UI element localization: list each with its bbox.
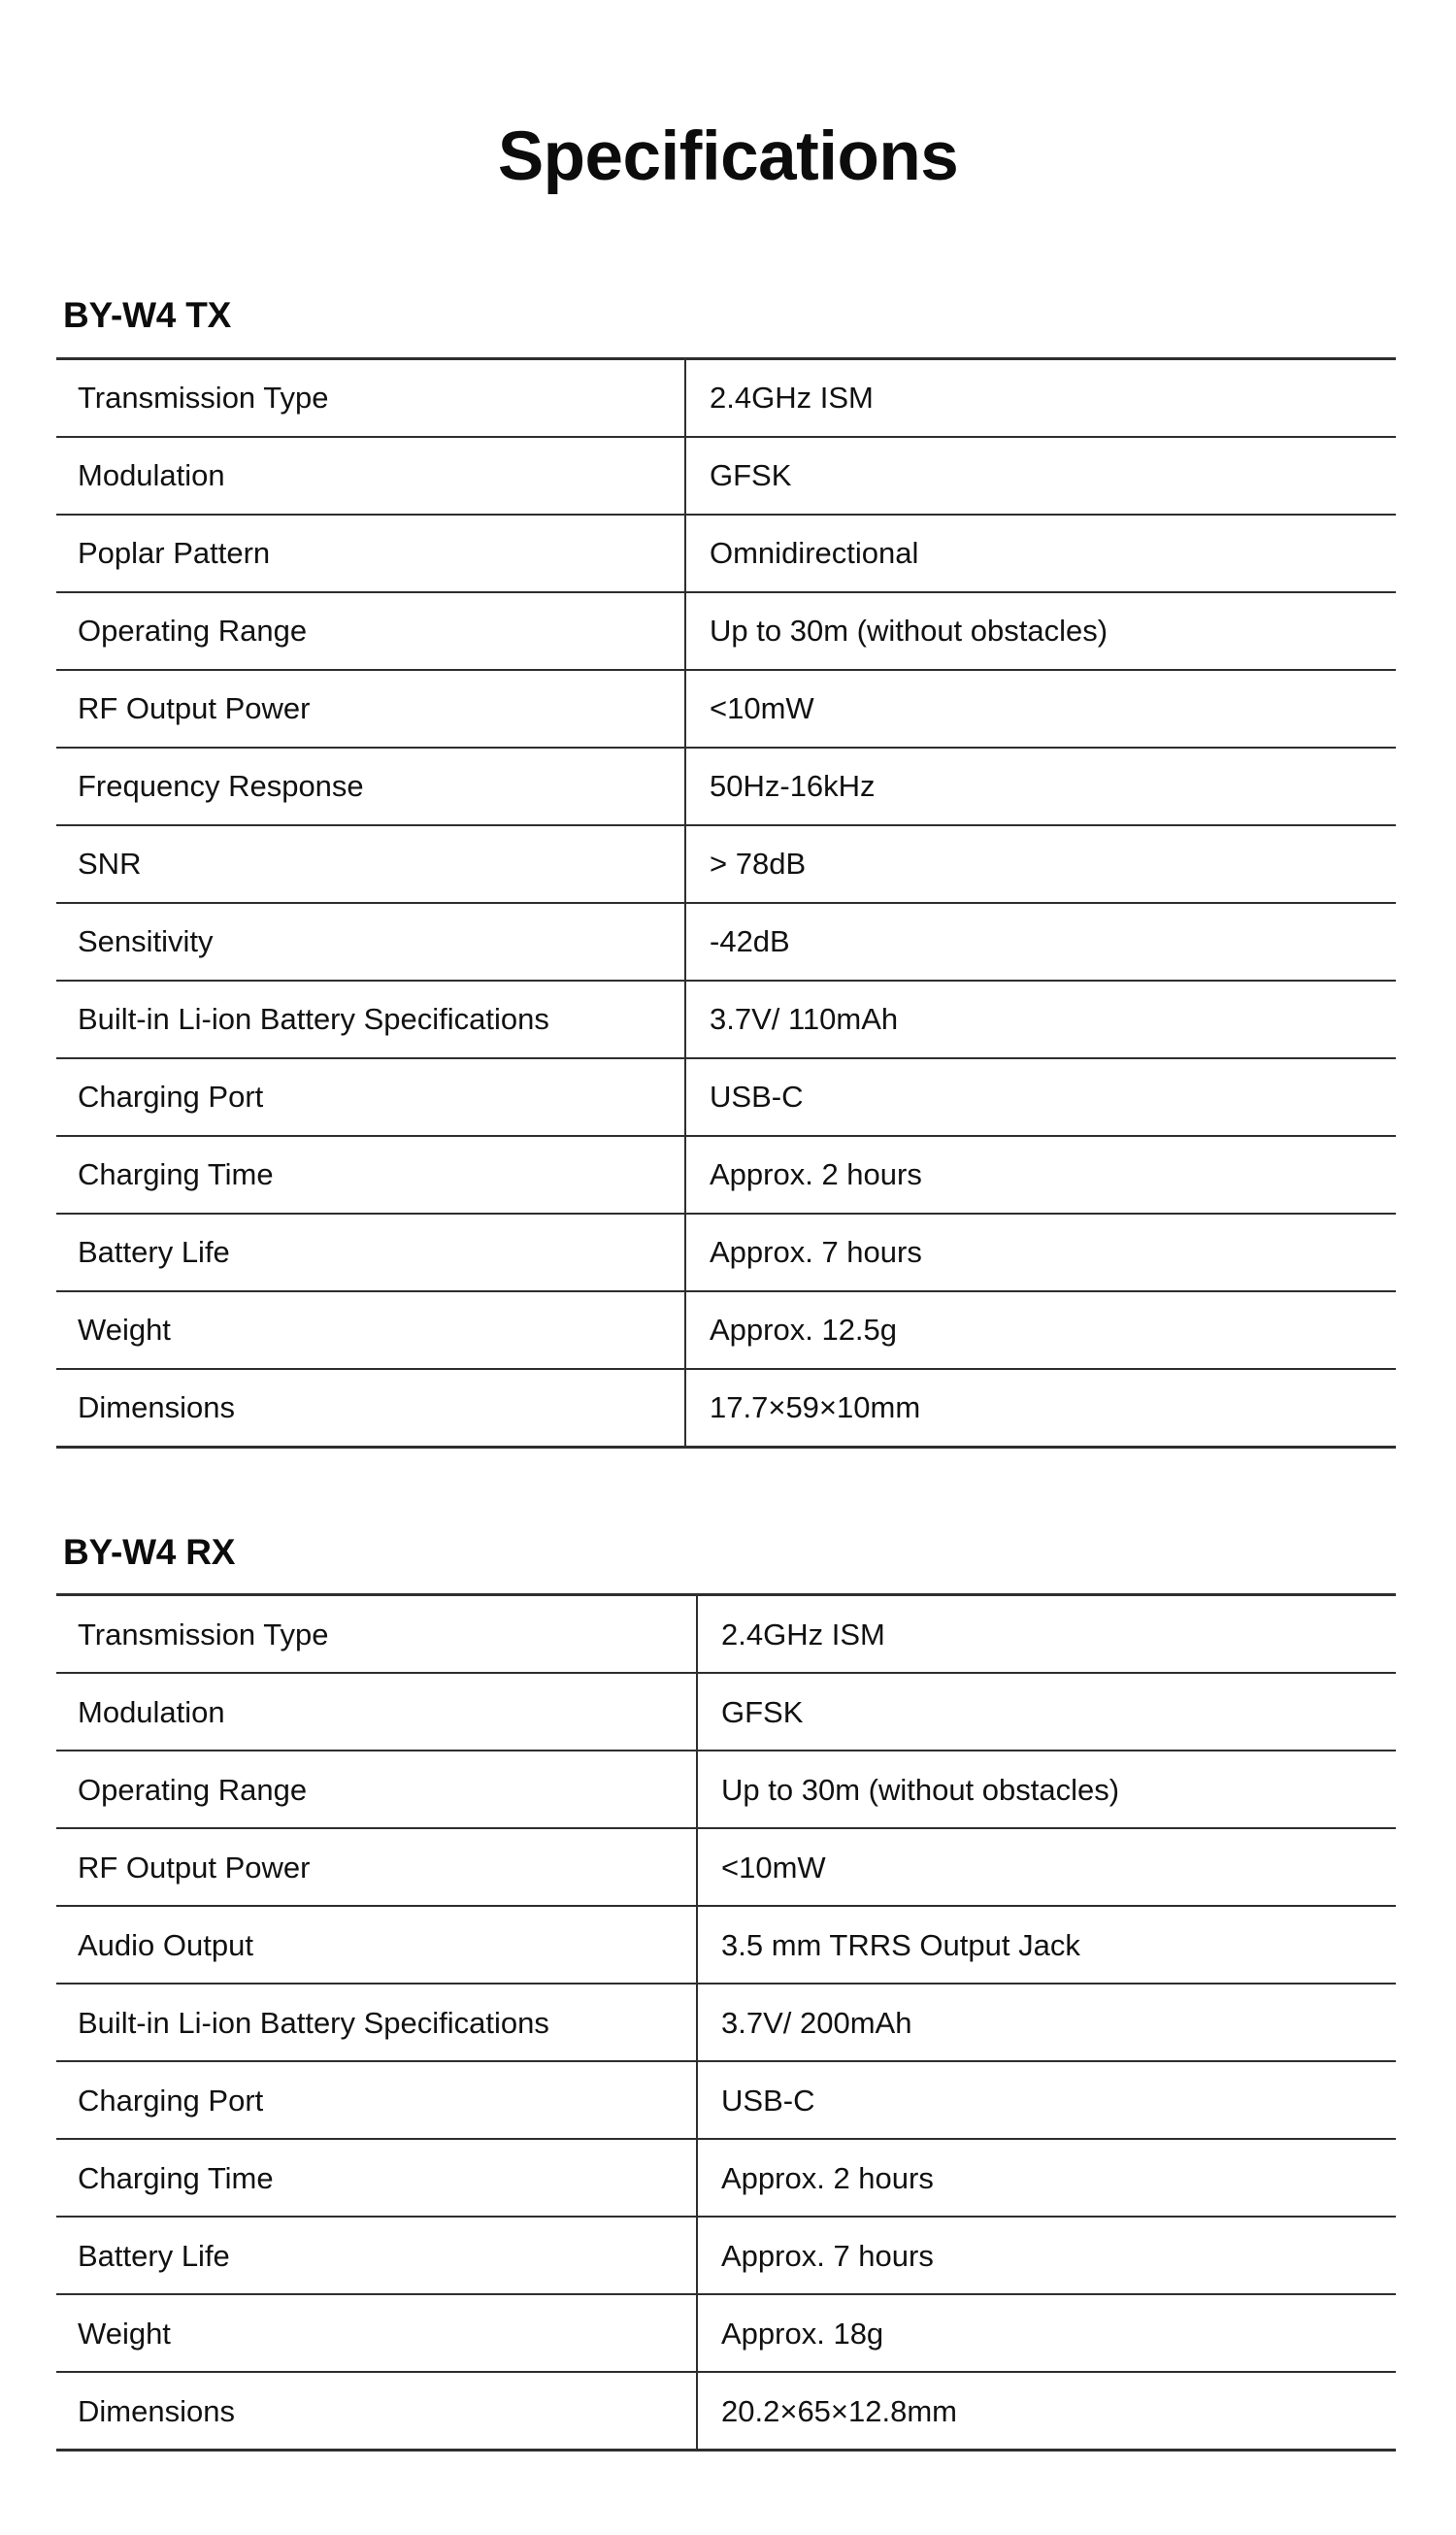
spec-value: 3.5 mm TRRS Output Jack xyxy=(697,1906,1396,1984)
table-row xyxy=(56,1291,1396,1369)
spec-label: SNR xyxy=(56,825,685,903)
table-row xyxy=(56,1673,1396,1751)
table-row xyxy=(56,1369,1396,1448)
table-row xyxy=(56,2217,1396,2294)
spec-label: Operating Range xyxy=(56,592,685,670)
spec-value: -42dB xyxy=(685,903,1396,981)
spec-value: > 78dB xyxy=(685,825,1396,903)
spec-value: 20.2×65×12.8mm xyxy=(697,2372,1396,2451)
section-heading-tx: BY-W4 TX xyxy=(63,295,232,335)
spec-table-tx-body xyxy=(56,358,1396,1447)
spec-value: 3.7V/ 110mAh xyxy=(685,981,1396,1058)
spec-value: Up to 30m (without obstacles) xyxy=(685,592,1396,670)
table-row xyxy=(56,903,1396,981)
table-row xyxy=(56,1595,1396,1674)
spec-label: Charging Time xyxy=(56,1136,685,1214)
spec-label: Weight xyxy=(56,1291,685,1369)
spec-value: 2.4GHz ISM xyxy=(710,381,874,416)
page-title: Specifications xyxy=(497,118,959,195)
spec-value: Approx. 7 hours xyxy=(697,2217,1396,2294)
spec-value: <10mW xyxy=(685,670,1396,748)
table-row xyxy=(56,2294,1396,2372)
spec-table-tx xyxy=(56,357,1396,1449)
table-row xyxy=(56,1751,1396,1828)
spec-value: GFSK xyxy=(697,1673,1396,1751)
spec-label: Modulation xyxy=(56,437,685,515)
spec-label: Transmission Type xyxy=(56,358,685,437)
table-row xyxy=(56,2061,1396,2139)
table-row xyxy=(56,748,1396,825)
spec-label: Charging Port xyxy=(56,1058,685,1136)
spec-value: Approx. 2 hours xyxy=(697,2139,1396,2217)
table-row xyxy=(56,437,1396,515)
spec-value: GFSK xyxy=(685,437,1396,515)
table-row xyxy=(56,1828,1396,1906)
spec-label: RF Output Power xyxy=(56,670,685,748)
table-row xyxy=(56,1906,1396,1984)
table-row xyxy=(56,1136,1396,1214)
table-row xyxy=(56,670,1396,748)
spec-label: Weight xyxy=(56,2294,697,2372)
spec-label: Poplar Pattern xyxy=(56,515,685,592)
spec-label: Built-in Li-ion Battery Specifications xyxy=(56,1984,697,2061)
spec-label: Transmission Type xyxy=(56,1595,697,1674)
spec-value: 2.4GHz ISM xyxy=(721,1617,885,1651)
spec-label: Built-in Li-ion Battery Specifications xyxy=(56,981,685,1058)
spec-label: Charging Port xyxy=(56,2061,697,2139)
spec-value: 50Hz-16kHz xyxy=(685,748,1396,825)
table-row xyxy=(56,2139,1396,2217)
spec-label: Sensitivity xyxy=(56,903,685,981)
table-row xyxy=(56,515,1396,592)
table-row xyxy=(56,825,1396,903)
spec-table-rx xyxy=(56,1593,1396,2452)
spec-value: Approx. 18g xyxy=(697,2294,1396,2372)
table-row xyxy=(56,981,1396,1058)
spec-label: Frequency Response xyxy=(56,748,685,825)
spec-value: Approx. 7 hours xyxy=(685,1214,1396,1291)
spec-label: Audio Output xyxy=(56,1906,697,1984)
spec-value: Omnidirectional xyxy=(685,515,1396,592)
spec-value: USB-C xyxy=(685,1058,1396,1136)
section-rx xyxy=(0,1533,1456,2452)
spec-label: Modulation xyxy=(56,1673,697,1751)
table-row xyxy=(56,2372,1396,2451)
table-row xyxy=(56,358,1396,437)
table-row xyxy=(56,1214,1396,1291)
spec-label: Dimensions xyxy=(56,2372,697,2451)
spec-label: Dimensions xyxy=(56,1369,685,1448)
spec-label: RF Output Power xyxy=(56,1828,697,1906)
spec-value: USB-C xyxy=(697,2061,1396,2139)
spec-label: Battery Life xyxy=(56,1214,685,1291)
spec-label: Operating Range xyxy=(56,1751,697,1828)
table-row xyxy=(56,1984,1396,2061)
spec-value: Approx. 2 hours xyxy=(685,1136,1396,1214)
spec-value: Up to 30m (without obstacles) xyxy=(697,1751,1396,1828)
table-row xyxy=(56,592,1396,670)
spec-value: 17.7×59×10mm xyxy=(685,1369,1396,1448)
spec-label: Battery Life xyxy=(56,2217,697,2294)
spec-label: Charging Time xyxy=(56,2139,697,2217)
spec-value: <10mW xyxy=(697,1828,1396,1906)
section-tx xyxy=(0,296,1456,1449)
spec-value: Approx. 12.5g xyxy=(685,1291,1396,1369)
section-heading-rx: BY-W4 RX xyxy=(63,1531,236,1572)
spec-table-rx-body xyxy=(56,1595,1396,2451)
spec-value: 3.7V/ 200mAh xyxy=(697,1984,1396,2061)
table-row xyxy=(56,1058,1396,1136)
